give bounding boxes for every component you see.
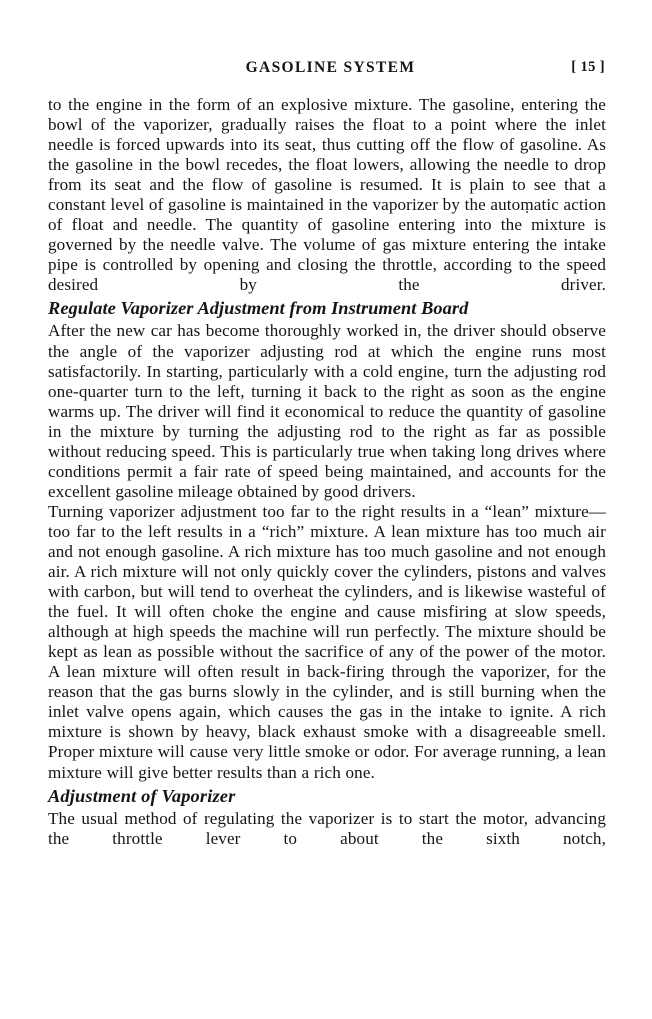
running-head (48, 59, 605, 81)
subhead-regulate-vaporizer-adjustment: Regulate Vaporizer Adjustment from Instrument Board (48, 298, 469, 319)
paragraph-gasoline-float-needle: to the engine in the form of an explosive mixture. The gasoline, entering the bowl of the vaporizer, gradually raises the float to a point where the inlet needle is forced upwards into its seat, thus cutting off the flow of gasoline. As the gasoline in the bowl recedes, the float lowers, allowing the needle to drop from its seat and the flow of gasoline is resumed. It is plain to see that a constant level of gasoline is maintained in the vaporizer by the autoṃatic action of float and needle. The quantity of gasoline entering into the mixture is governed by the needle valve. The volume of gas mixture entering the intake pipe is controlled by opening and closing the throttle, according to the speed desired by the driver. (48, 95, 606, 295)
running-head-title: GASOLINE SYSTEM (245, 59, 416, 76)
paragraph-lean-vs-rich-mixture: Turning vaporizer adjustment too far to the right results in a “lean” mixture—too far to the left results in a “rich” mixture. A lean mixture has too much air and not enough gasoline. A rich mixture has too much gasoline and not enough air. A rich mixture will not only quickly cover the cylinders, pistons and valves with carbon, but will tend to overheat the cylinders, and is likewise wasteful of the fuel. It will often choke the engine and cause misfiring at slow speeds, although at high speeds the machine will run perfectly. The mixture should be kept as lean as possible without the sacrifice of any of the power of the motor. A lean mixture will often result in back-firing through the vaporizer, for the reason that the gas burns slowly in the cylinder, and is still burning when the inlet valve opens again, which causes the gas in the intake to ignite. A rich mixture is shown by heavy, black exhaust smoke with a disagreeable smell. Proper mixture will cause very little smoke or odor. For average running, a lean mixture will give better results than a rich one. (48, 501, 606, 782)
paragraph-usual-method-regulating: The usual method of regulating the vaporizer is to start the motor, advancing the throttle lever to about the sixth notch, (48, 808, 606, 848)
page-number: [ 15 ] (571, 59, 605, 75)
subhead-adjustment-of-vaporizer: Adjustment of Vaporizer (48, 785, 236, 806)
paragraph-adjusting-rod-economy: After the new car has become thoroughly worked in, the driver should observe the angle of the vaporizer adjusting rod at which the engine runs most satisfactorily. In starting, particularly with a cold engine, turn the adjusting rod one-quarter turn to the left, turning it back to the right as soon as the engine warms up. The driver will find it economical to reduce the quantity of gasoline in the mixture by turning the adjusting rod to the right as far as possible without reducing speed. This is particularly true when taking long drives where conditions permit a fair rate of speed being maintained, and accounts for the excellent gasoline mileage obtained by good drivers. (48, 321, 606, 501)
text-column (48, 95, 606, 849)
